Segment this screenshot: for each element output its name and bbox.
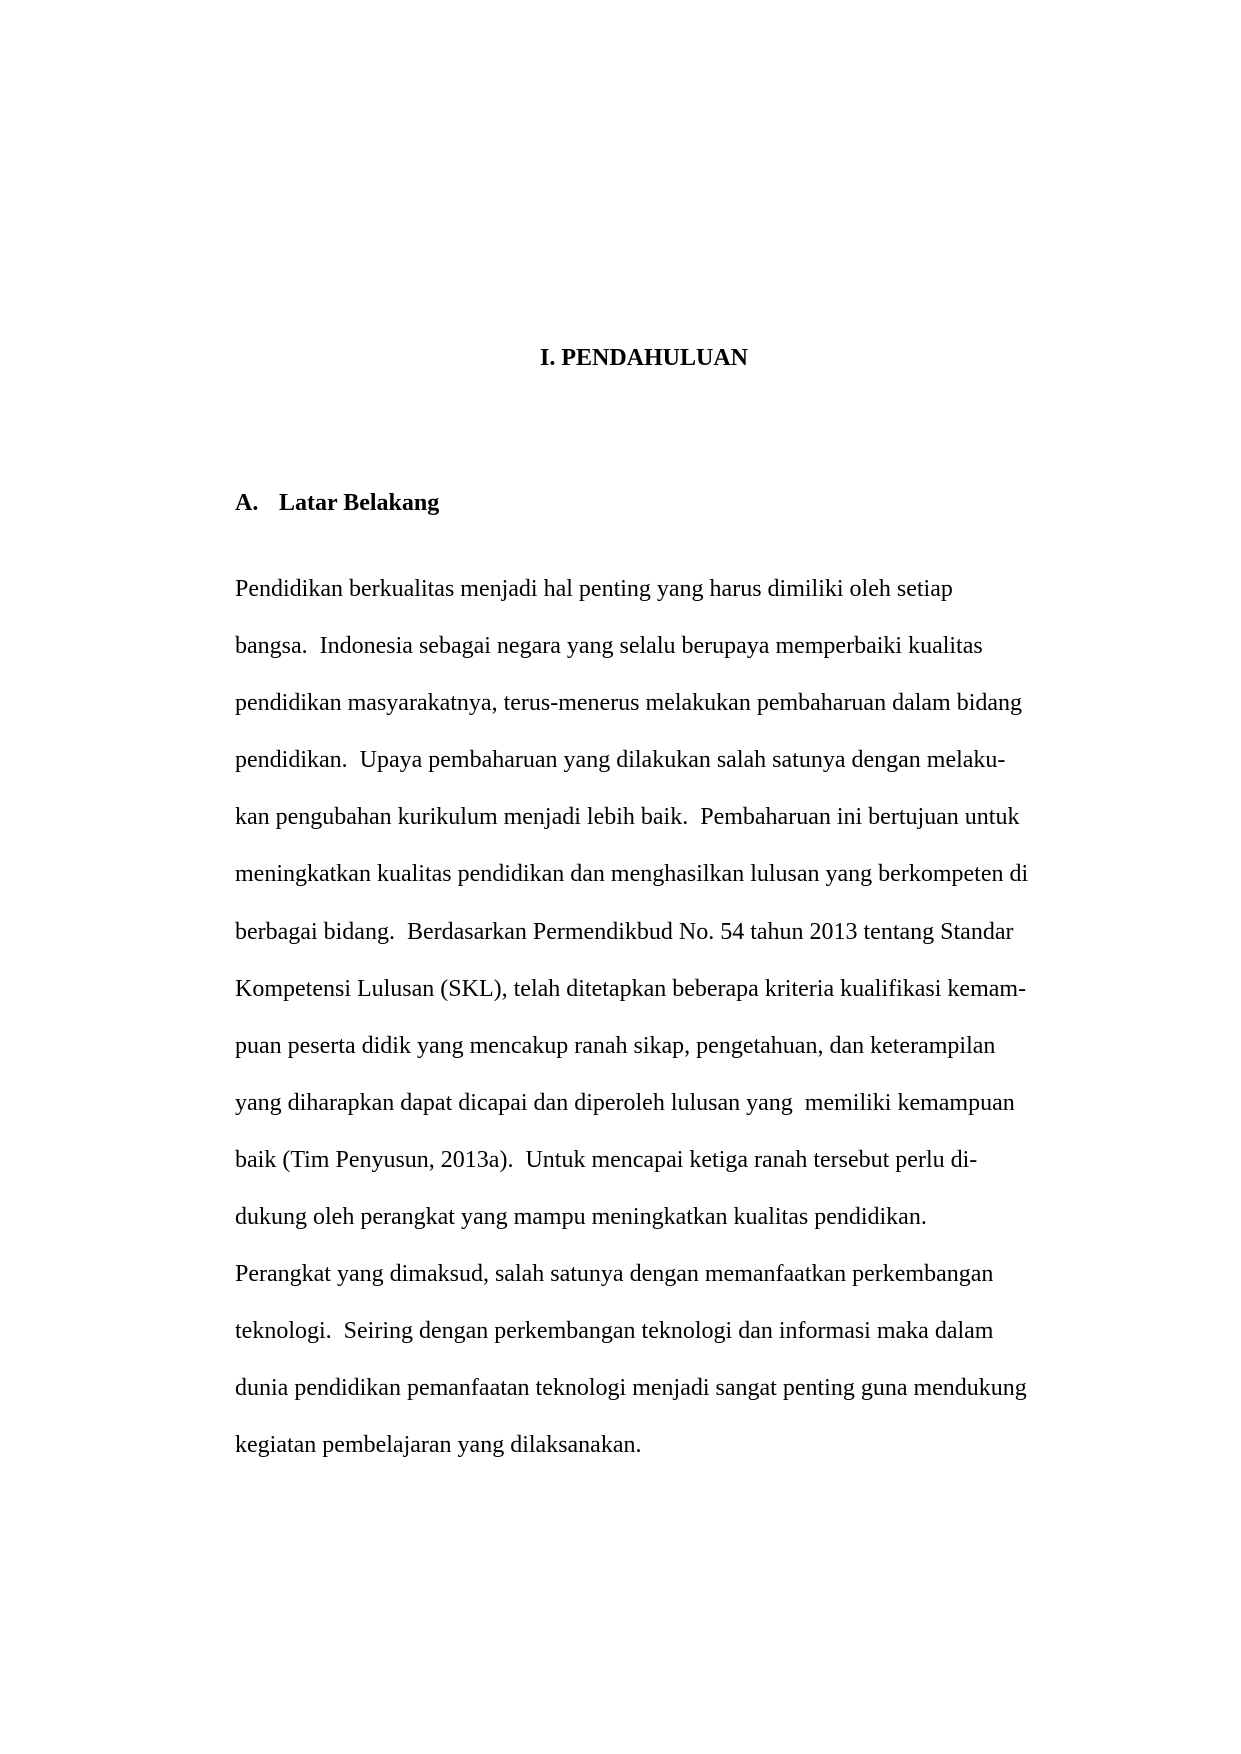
- section-heading: [235, 488, 439, 518]
- paragraph-line: baik (Tim Penyusun, 2013a). Untuk mencapai ketiga ranah tersebut perlu di-: [235, 1146, 978, 1173]
- paragraph-line: Perangkat yang dimaksud, salah satunya dengan memanfaatkan perkembangan: [235, 1261, 994, 1288]
- paragraph-line: dukung oleh perangkat yang mampu meningkatkan kualitas pendidikan.: [235, 1204, 927, 1231]
- paragraph-line: pendidikan masyarakatnya, terus-menerus melakukan pembaharuan dalam bidang: [235, 690, 1023, 717]
- paragraph-line: kan pengubahan kurikulum menjadi lebih baik. Pembaharuan ini bertujuan untuk: [235, 804, 1020, 831]
- section-letter: A.: [235, 490, 259, 516]
- paragraph-line: berbagai bidang. Berdasarkan Permendikbud No. 54 tahun 2013 tentang Standar: [235, 918, 1014, 945]
- paragraph-line: teknologi. Seiring dengan perkembangan teknologi dan informasi maka dalam: [235, 1318, 994, 1345]
- paragraph-line: pendidikan. Upaya pembaharuan yang dilakukan salah satunya dengan melaku-: [235, 747, 1006, 774]
- paragraph-line: kegiatan pembelajaran yang dilaksanakan.: [235, 1432, 642, 1459]
- paragraph-line: yang diharapkan dapat dicapai dan diperoleh lulusan yang memiliki kemampuan: [235, 1089, 1015, 1116]
- chapter-title: I. PENDAHULUAN: [539, 345, 748, 371]
- body-paragraph: [235, 574, 1065, 1488]
- section-title: Latar Belakang: [279, 490, 440, 516]
- paragraph-line: Pendidikan berkualitas menjadi hal penting yang harus dimiliki oleh setiap: [235, 576, 953, 602]
- paragraph-line: Kompetensi Lulusan (SKL), telah ditetapkan beberapa kriteria kualifikasi kemam-: [235, 975, 1027, 1002]
- paragraph-line: dunia pendidikan pemanfaatan teknologi menjadi sangat penting guna mendukung: [235, 1375, 1027, 1402]
- paragraph-line: puan peserta didik yang mencakup ranah sikap, pengetahuan, dan keterampilan: [235, 1032, 996, 1059]
- paragraph-line: meningkatkan kualitas pendidikan dan menghasilkan lulusan yang berkompeten di: [235, 861, 1029, 888]
- paragraph-line: bangsa. Indonesia sebagai negara yang selalu berupaya memperbaiki kualitas: [235, 633, 983, 660]
